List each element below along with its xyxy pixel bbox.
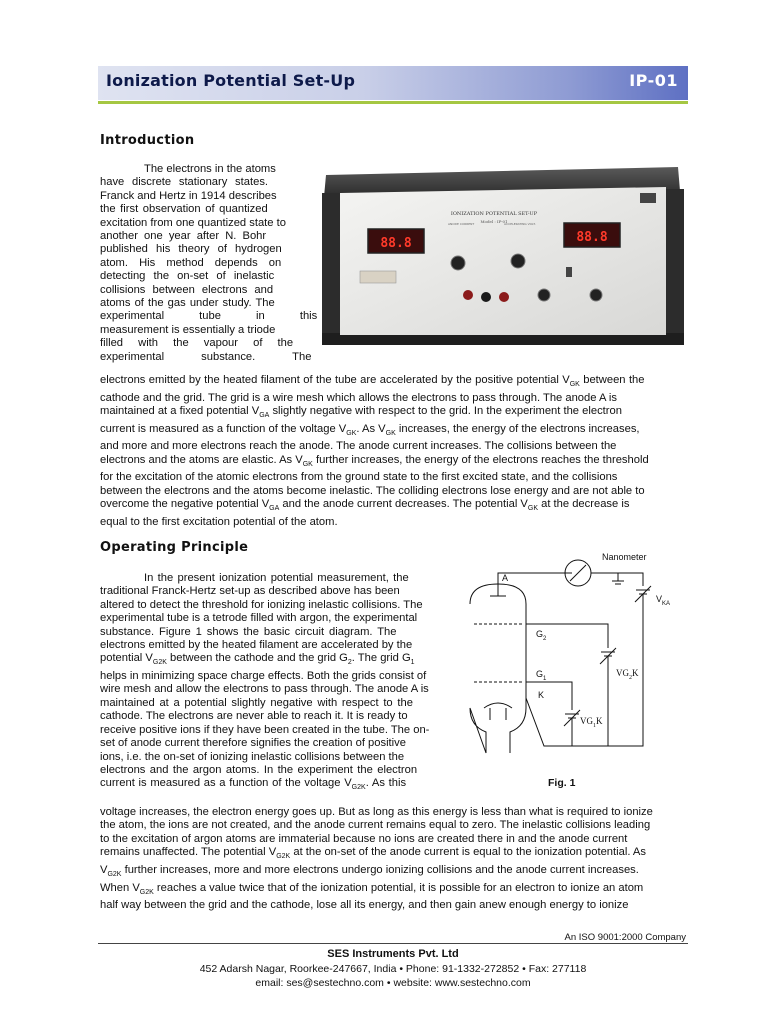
svg-text:88.8: 88.8 <box>576 230 608 245</box>
svg-text:88.8: 88.8 <box>380 236 412 251</box>
svg-text:ANODE CURRENT: ANODE CURRENT <box>448 222 475 226</box>
svg-text:VG1K: $VG_1K$ <box>580 716 603 729</box>
product-code: IP-01 <box>629 71 678 90</box>
header-bar <box>98 66 688 100</box>
intro-paragraph-narrow: The electrons in the atoms have discrete stationary states. Franck and Hertz in 1914 describes the first observation of quantized excitation from one quantized state to another one year after N. Bohr published his theory of hydrogen atom. His method depends on detecting the on-set of inelastic collisions between electrons and atoms of the gas under study. The experimental tube in this measurement is essentially a triode filled with the vapour of the experimental substance. The <box>100 163 318 363</box>
svg-text:K: K <box>538 690 545 700</box>
principle-paragraph-narrow: In the present ionization potential measurement, the traditional Franck-Hertz set-up as described above has been altered to detect the threshold for ionizing inelastic collisions. The experimental tube is a tetrode filled with argon, the experimental substance. Figure 1 shows the basic circuit diagram. The electrons emitted by the heated filament are accelerated by the potential $V_{G2K}$ between the cathode and the grid $G_2$. The grid $G_1$ helps in minimizing space charge effects. Both the grids consist of wire mesh and allow the electrons to pass through. The anode A is maintained at a potential slightly negative with respect to the cathode. The electrons are never able to reach it. It is ready to receive positive ions if they have been created in the tube. The on- set of anode current therefore signifies the creation of positive ions, i.e. the on-set of ionizing inelastic collisions between the electrons and the argon atoms. In the experiment the electron current is measured as a function of the voltage $V_{G2K}$. As this <box>100 572 430 792</box>
principle-paragraph-wide: voltage increases, the electron energy goes up. But as long as this energy is less than what is required to ionize the atom, the ions are not created, and the anode current remains equal to zero. The inelastic collisions leading to the excitation of argon atoms are immaterial because no ions are created there in and the anode current remains unaffected. The potential $V_{G2K}$ at the on-set of the anode current is equal to the ionization potential. As $V_{G2K}$ further increases, more and more electrons undergo ionizing collisions and the anode current increases. When $V_{G2K}$ reaches a value twice that of the ionization potential, it is possible for an electron to ionize an atom half way between the grid and the cathode, lose all its energy, and then gain anew enough energy to ionize <box>100 806 653 912</box>
intro-paragraph-wide: electrons emitted by the heated filament of the tube are accelerated by the positive potential $V_{GK}$ between the cathode and the grid. The grid is a wire mesh which allows the electrons to pass through. The anode A is maintained at a fixed potential $V_{GA}$ slightly negative with respect to the grid. In the experiment the electron current is measured as a function of the voltage $V_{GK}$. As $V_{GK}$ increases, the energy of the electrons increases, and more and more electrons reach the anode. The anode current increases. The collisions between the electrons and the atoms are elastic. As $V_{GK}$ further increases, the energy of the electrons reaches the threshold for the excitation of the atomic electrons from the ground state to the first excited state, and the collisions between the electrons and the atoms become inelastic. The colliding electrons lose energy and are not able to overcome the negative potential $V_{GA}$ and the anode current decreases. The potential $V_{GK}$ at the decrease is equal to the first excitation potential of the atom. <box>100 374 649 528</box>
intro-heading: Introduction <box>100 133 195 148</box>
svg-text:G2: $G_2$ <box>536 629 547 642</box>
principle-heading: Operating Principle <box>100 540 249 555</box>
instrument-photo <box>318 163 688 351</box>
iso-note: An ISO 9001:2000 Company <box>564 932 686 943</box>
panel-label: IONIZATION POTENTIAL SET-UP <box>450 211 538 217</box>
svg-text:ACCELERATING VOLT.: ACCELERATING VOLT. <box>504 222 536 226</box>
panel-sublabel: Model : IP-01 <box>480 219 508 224</box>
company-contact: email: ses@sestechno.com • website: www.sestechno.com <box>255 977 531 989</box>
footer-divider <box>98 943 688 944</box>
page-title: Ionization Potential Set-Up <box>106 71 356 90</box>
svg-text:Nanometer: Nanometer <box>602 552 647 562</box>
svg-text:VKA: $V_{KA}$ <box>656 594 671 607</box>
svg-text:VG2K: $VG_2K$ <box>616 668 639 681</box>
header-underline <box>98 101 688 104</box>
svg-text:G1: $G_1$ <box>536 669 547 682</box>
figure-caption: Fig. 1 <box>548 777 576 789</box>
circuit-diagram <box>460 548 690 796</box>
company-address: 452 Adarsh Nagar, Roorkee-247667, India • Phone: 91-1332-272852 • Fax: 277118 <box>199 963 587 975</box>
svg-text:A: A <box>502 573 509 583</box>
company-name: SES Instruments Pvt. Ltd <box>327 948 459 960</box>
